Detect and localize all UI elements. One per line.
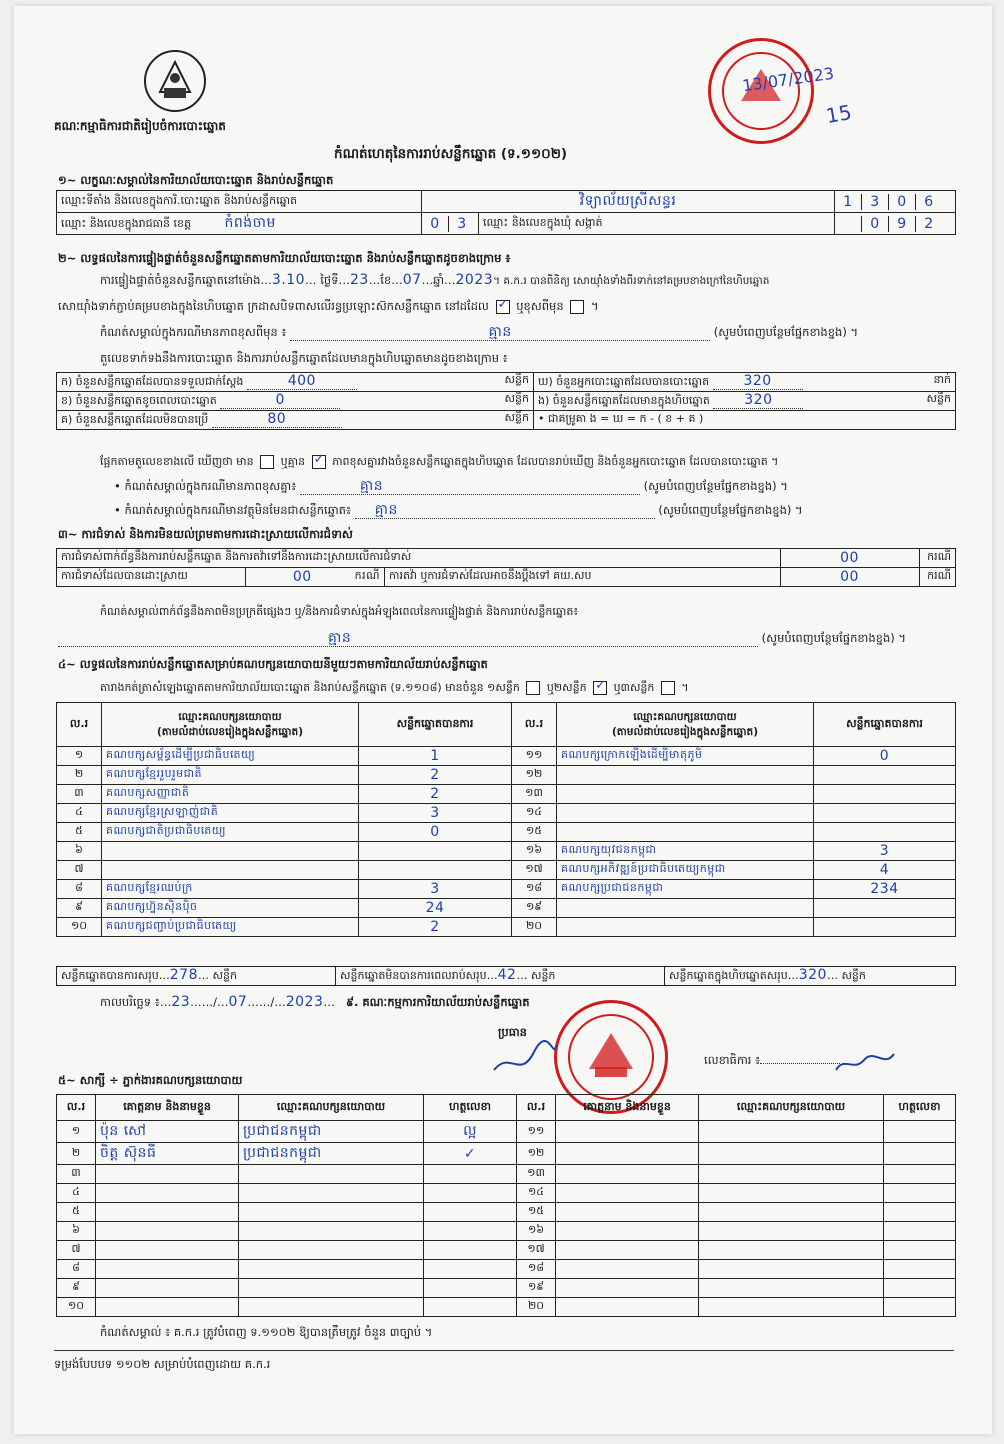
witness-signature-cell bbox=[884, 1260, 956, 1279]
witness-signature-cell bbox=[884, 1298, 956, 1317]
party-name-cell: គណបក្សអភិវឌ្ឍន៍ប្រជាធិបតេយ្យកម្ពុជា bbox=[557, 861, 814, 880]
row-number-cell: ៨ bbox=[57, 880, 102, 899]
chair-signature bbox=[490, 1040, 560, 1080]
row-number-cell: ៦ bbox=[57, 842, 102, 861]
foreign-object-note: • កំណត់សម្គាល់ក្នុងករណីមានវត្ថុមិនមែនជាសន្លឹកឆ្នោត៖ គ្មាន (សូមបំពេញបន្ថែមផ្នែកខាងខ្នង) ។ bbox=[114, 502, 803, 518]
province-value: កំពង់ចាម bbox=[224, 215, 276, 231]
party-name-cell: គណបក្សសញ្ញាជាតិ bbox=[102, 785, 359, 804]
witness-name-cell bbox=[556, 1143, 699, 1165]
vote-count-cell bbox=[814, 785, 956, 804]
witness-party-cell bbox=[699, 1203, 884, 1222]
row-number-cell: ៤ bbox=[57, 804, 102, 823]
party-name-cell bbox=[102, 842, 359, 861]
witness-row bbox=[57, 1165, 956, 1184]
irregularity-note-label: កំណត់សម្គាល់ពាក់ព័ន្ធនឹងភាពមិនប្រក្រតីផ្សេងៗ ឬ/និងការជំទាស់ក្នុងអំឡុងពេលនៃការផ្ទៀងផ្ទាត់ និងការរាប់សន្លឹកឆ្នោត៖ bbox=[100, 605, 579, 618]
vote-count-cell bbox=[814, 899, 956, 918]
witness-name-cell bbox=[556, 1121, 699, 1143]
changed-checkbox[interactable] bbox=[570, 300, 584, 314]
witness-row bbox=[57, 1143, 956, 1165]
witness-name-cell bbox=[556, 1203, 699, 1222]
tally-sheet-line: តារាងកត់ត្រាសំឡេងឆ្នោតតាមការិយាល័យបោះឆ្នោត និងរាប់សន្លឹកឆ្នោត (ទ.១១០៨) មានចំនួន ១សន្លឹក ឬ២សន្លឹក ✓ ឬ៣សន្លឹក ។ bbox=[100, 680, 689, 696]
row-number-cell: ១១ bbox=[512, 747, 557, 766]
witness-name-cell bbox=[96, 1279, 239, 1298]
witness-name-cell bbox=[556, 1260, 699, 1279]
difference-note: • កំណត់សម្គាល់ក្នុងករណីមានភាពខុសគ្នា៖ គ្មាន (សូមបំពេញបន្ថែមផ្នែកខាងខ្នង) ។ bbox=[114, 478, 788, 494]
section3-heading: ៣~ ការជំទាស់ និងការមិនយល់ព្រមតាមការដោះស្រាយលើការជំទាស់ bbox=[58, 527, 353, 541]
witness-row bbox=[57, 1279, 956, 1298]
row-number-cell: ១ bbox=[57, 1121, 96, 1143]
witness-party-cell bbox=[699, 1241, 884, 1260]
witness-name-cell bbox=[556, 1222, 699, 1241]
witness-signature-cell: ល្អ bbox=[424, 1121, 517, 1143]
objection-count: 00 bbox=[780, 549, 919, 568]
formula: • ជាគម្រូគា ង = ឃ = ក - ( ខ + គ ) bbox=[534, 411, 956, 430]
vote-count-cell bbox=[814, 804, 956, 823]
witness-party-cell bbox=[239, 1184, 424, 1203]
party-name-cell: គណបក្សហ្វ៊ុនស៊ិនប៉ិច bbox=[102, 899, 359, 918]
witness-row bbox=[57, 1298, 956, 1317]
vote-count-cell: 0 bbox=[359, 823, 512, 842]
vote-count-cell: 24 bbox=[359, 899, 512, 918]
witness-party-cell bbox=[239, 1298, 424, 1317]
party-name-cell: គណបក្សប្រជាជនកម្ពុជា bbox=[557, 880, 814, 899]
party-row bbox=[57, 880, 956, 899]
vote-count-cell bbox=[814, 918, 956, 937]
row-number-cell: ២ bbox=[57, 1143, 96, 1165]
witness-signature-cell: ✓ bbox=[424, 1143, 517, 1165]
vote-count-cell: 2 bbox=[359, 785, 512, 804]
witness-signature-cell bbox=[884, 1184, 956, 1203]
compare-line: ផ្អែកតាមតួលេខខាងលើ ឃើញថា មាន ឬគ្មាន ✓ ភាពខុសគ្នារវាងចំនួនសន្លឹកឆ្នោតក្នុងហិបឆ្នោត ដែលបានរាប់ឃើញ និងចំនួនអ្នកបោះឆ្នោត ដែលបានបោះឆ្នោត ។ bbox=[100, 454, 778, 470]
party-row bbox=[57, 747, 956, 766]
vote-count-cell: 2 bbox=[359, 918, 512, 937]
section4-heading: ៤~ លទ្ធផលនៃការរាប់សន្លឹកឆ្នោតសម្រាប់គណបក្សនយោបាយនីមួយៗតាមការិយាល័យរាប់សន្លឹកឆ្នោត bbox=[58, 657, 488, 671]
row-number-cell: ១៦ bbox=[512, 842, 557, 861]
party-row bbox=[57, 785, 956, 804]
party-name-cell bbox=[557, 804, 814, 823]
witness-party-cell bbox=[239, 1241, 424, 1260]
party-name-cell: គណបក្សជញ្ជាប់ប្រជាធិបតេយ្យ bbox=[102, 918, 359, 937]
party-name-cell bbox=[557, 766, 814, 785]
totals-table bbox=[56, 966, 956, 986]
witness-name-cell bbox=[96, 1241, 239, 1260]
witness-name-cell bbox=[96, 1298, 239, 1317]
row-number-cell: ១២ bbox=[517, 1143, 556, 1165]
numbers-intro: តួលេខទាក់ទងនឹងការបោះឆ្នោត និងការរាប់សន្លឹកឆ្នោតដែលមានក្នុងហិបឆ្នោតមានដូចខាងក្រោម ៖ bbox=[100, 351, 508, 365]
vote-count-cell: 3 bbox=[814, 842, 956, 861]
witness-name-cell bbox=[556, 1241, 699, 1260]
footer-note: កំណត់សម្គាល់ ៖ គ.ក.រ ត្រូវបំពេញ ទ.១១០២ ឱ្យបានត្រឹមត្រូវ ចំនួន ៣ច្បាប់ ។ bbox=[100, 1325, 433, 1339]
ballot-numbers-table bbox=[56, 372, 956, 430]
location-code: 1 3 0 6 bbox=[835, 191, 956, 213]
witness-party-cell bbox=[239, 1165, 424, 1184]
witness-party-cell bbox=[239, 1260, 424, 1279]
row-number-cell: ១០ bbox=[57, 1298, 96, 1317]
spoiled-row: ខ) ចំនួនសន្លឹកឆ្នោតខូចពេលបោះឆ្នោត 0 សន្លឹក bbox=[57, 392, 534, 411]
row-number-cell: ៩ bbox=[57, 899, 102, 918]
party-name-cell bbox=[557, 899, 814, 918]
row-number-cell: ៥ bbox=[57, 823, 102, 842]
witness-party-cell bbox=[699, 1260, 884, 1279]
witness-signature-cell bbox=[884, 1279, 956, 1298]
received-row: ក) ចំនួនសន្លឹកឆ្នោតដែលបានទទួលជាក់ស្តែង 400 សន្លឹក bbox=[57, 373, 534, 392]
party-name-cell bbox=[557, 785, 814, 804]
party-results-table: ល.រ ឈ្មោះគណបក្សនយោបាយ (តាមលំដាប់លេខរៀងក្នុងសន្លឹកឆ្នោត) សន្លឹកឆ្នោតបានការ ល.រ ឈ្មោះគណបក្សនយោបាយ (តាមលំដាប់លេខរៀងក្នុងសន្លឹកឆ្នោត) សន្លឹកឆ្នោតបានការ ១ គណបក្សសម្ព័ន្ធដើម្បីប្រជាធិបតេយ្យ 1 ១១ គណបក្សក្រោកឡើងដើម្បីមាតុភូមិ 0 ២ គណបក្សខ្មែររួបរួមជាតិ 2 ១២ ៣ គណបក្សសញ្ញាជាតិ 2 ១៣ ៤ គណបក្សខ្មែរស្រឡាញ់ជាតិ 3 ១៤ ៥ គណបក្សជាតិប្រជាធិបតេយ្យ 0 ១៥ ៦ ១៦ គណបក្សយុវជនកម្ពុជា 3 ៧ ១៧ គណបក្សអភិវឌ្ឍន៍ប្រជាធិបតេយ្យកម្ពុជា 4 ៨ គណបក្សខ្មែរឈប់ក្រ 3 ១៨ គណបក្សប្រជាជនកម្ពុជា 234 ៩ គណបក្សហ្វ៊ុនស៊ិនប៉ិច 24 ១៩ ១០ គណបក្សជញ្ជាប់ប្រជាធិបតេយ្យ 2 ២០ bbox=[56, 702, 956, 937]
province-code: 0 3 bbox=[422, 213, 479, 235]
witness-name-cell bbox=[96, 1203, 239, 1222]
witness-signature-cell bbox=[884, 1121, 956, 1143]
form-sheet bbox=[14, 6, 992, 1434]
party-name-cell: គណបក្សខ្មែរឈប់ក្រ bbox=[102, 880, 359, 899]
row-number-cell: ៩ bbox=[57, 1279, 96, 1298]
witness-signature-cell bbox=[424, 1222, 517, 1241]
party-name-cell bbox=[557, 918, 814, 937]
party-row bbox=[57, 766, 956, 785]
objections-table: ការជំទាស់ពាក់ព័ន្ធនឹងការរាប់សន្លឹកឆ្នោត និងការតវ៉ាទៅនឹងការដោះស្រាយលើការជំទាស់ 00 ករណី ការជំទាស់ដែលបានដោះស្រាយ 00 ករណី ការតវ៉ា ឬការជំទាស់ដែលអាចនឹងប្តឹងទៅ គឃ.សប 00 ករណី bbox=[56, 548, 956, 587]
vote-count-cell: 3 bbox=[359, 804, 512, 823]
section2-heading: ២~ លទ្ធផលនៃការផ្ទៀងផ្ទាត់ចំនួនសន្លឹកឆ្នោតតាមការិយាល័យបោះឆ្នោត និងរាប់សន្លឹកឆ្នោតដូចខាងក្រោម ៖ bbox=[58, 251, 511, 265]
seal-note-line: កំណត់សម្គាល់ក្នុងករណីមានភាពខុសពីមុន ៖ គ្មាន (សូមបំពេញបន្ថែមផ្នែកខាងខ្នង) ។ bbox=[100, 324, 859, 340]
witness-name-cell bbox=[556, 1184, 699, 1203]
witness-name-cell bbox=[96, 1222, 239, 1241]
witness-party-cell: ប្រជាជនកម្ពុជា bbox=[239, 1143, 424, 1165]
appeal-label: ការតវ៉ា ឬការជំទាស់ដែលអាចនឹងប្តឹងទៅ គឃ.សប bbox=[385, 568, 781, 587]
party-name-cell: គណបក្សខ្មែររួបរួមជាតិ bbox=[102, 766, 359, 785]
witness-name-cell: ចិត្ត ស៊ុនធី bbox=[96, 1143, 239, 1165]
row-number-cell: ១៥ bbox=[512, 823, 557, 842]
section1-heading: ១~ លក្ខណៈសម្គាល់នៃការិយាល័យបោះឆ្នោត និងរាប់សន្លឹកឆ្នោត bbox=[58, 173, 334, 187]
witness-signature-cell bbox=[424, 1279, 517, 1298]
form-title: កំណត់ហេតុនៃការរាប់សន្លឹកឆ្នោត (ទ.១១០២) bbox=[334, 146, 568, 162]
section5-heading: ៥~ សាក្សី ÷ ភ្នាក់ងារគណបក្សនយោបាយ bbox=[58, 1073, 243, 1087]
resolved-label: ការជំទាស់ដែលបានដោះស្រាយ bbox=[57, 568, 246, 587]
witness-signature-cell bbox=[424, 1298, 517, 1317]
total-in-box: សន្លឹកឆ្នោតក្នុងហិបឆ្នោតសរុប…320… សន្លឹក bbox=[665, 967, 956, 986]
witness-party-cell bbox=[239, 1222, 424, 1241]
vote-count-cell: 234 bbox=[814, 880, 956, 899]
row-number-cell: ៣ bbox=[57, 1165, 96, 1184]
row-number-cell: ១៨ bbox=[512, 880, 557, 899]
witness-table: ល.រ គោត្តនាម និងនាមខ្លួន ឈ្មោះគណបក្សនយោបាយ ហត្ថលេខា ល.រ គោត្តនាម និងនាមខ្លួន ឈ្មោះគណបក្សនយោបាយ ហត្ថលេខា ១ ប៉ុន សៅ ប្រជាជនកម្ពុជា ល្អ ១១ ២ ចិត្ត ស៊ុនធី ប្រជាជនកម្ពុជា ✓ ១២ ៣ ១៣ ៤ ១៤ ៥ ១៥ ៦ ១៦ ៧ ១៧ ៨ ១៨ ៩ ១៩ ១០ ២០ bbox=[56, 1094, 956, 1317]
witness-signature-cell bbox=[884, 1203, 956, 1222]
in-box-row: ង) ចំនួនសន្លឹកឆ្នោតដែលមានក្នុងហិបឆ្នោត 320 សន្លឹក bbox=[534, 392, 956, 411]
nec-logo bbox=[142, 48, 208, 114]
row-number-cell: ៨ bbox=[57, 1260, 96, 1279]
vote-count-cell: 2 bbox=[359, 766, 512, 785]
has-difference-checkbox[interactable] bbox=[260, 455, 274, 469]
total-valid: សន្លឹកឆ្នោតបានការសរុប…278… សន្លឹក bbox=[57, 967, 336, 986]
resolved-count: 00 ករណី bbox=[246, 568, 385, 587]
witness-party-cell bbox=[699, 1143, 884, 1165]
witness-signature-cell bbox=[424, 1165, 517, 1184]
witness-name-cell bbox=[556, 1279, 699, 1298]
appeal-count: 00 bbox=[780, 568, 919, 587]
witness-party-cell bbox=[699, 1298, 884, 1317]
witness-name-cell bbox=[96, 1165, 239, 1184]
witness-signature-cell bbox=[884, 1241, 956, 1260]
one-sheet-checkbox[interactable] bbox=[526, 681, 540, 695]
party-name-cell: គណបក្សជាតិប្រជាធិបតេយ្យ bbox=[102, 823, 359, 842]
vote-count-cell bbox=[359, 842, 512, 861]
stamp-handwritten-number: 15 bbox=[824, 99, 854, 129]
unused-row: គ) ចំនួនសន្លឹកឆ្នោតដែលមិនបានប្រើ 80 សន្លឹក bbox=[57, 411, 534, 430]
witness-party-cell bbox=[699, 1222, 884, 1241]
witness-signature-cell bbox=[884, 1165, 956, 1184]
row-number-cell: ១៩ bbox=[517, 1279, 556, 1298]
row-number-cell: ១ bbox=[57, 747, 102, 766]
row-number-cell: ១១ bbox=[517, 1121, 556, 1143]
party-row bbox=[57, 823, 956, 842]
row-number-cell: ១០ bbox=[57, 918, 102, 937]
row-number-cell: ១៣ bbox=[512, 785, 557, 804]
party-row bbox=[57, 861, 956, 880]
witness-signature-cell bbox=[424, 1184, 517, 1203]
party-name-cell: គណបក្សក្រោកឡើងដើម្បីមាតុភូមិ bbox=[557, 747, 814, 766]
party-row bbox=[57, 918, 956, 937]
three-sheets-checkbox[interactable] bbox=[661, 681, 675, 695]
same-checkbox[interactable] bbox=[496, 300, 510, 314]
row-number-cell: ១៤ bbox=[512, 804, 557, 823]
party-name-cell bbox=[557, 823, 814, 842]
witness-signature-cell bbox=[424, 1203, 517, 1222]
vote-count-cell bbox=[814, 823, 956, 842]
no-difference-checkbox[interactable] bbox=[312, 455, 326, 469]
row-number-cell: ៦ bbox=[57, 1222, 96, 1241]
witness-party-cell bbox=[699, 1184, 884, 1203]
party-name-cell: គណបក្សយុវជនកម្ពុជា bbox=[557, 842, 814, 861]
stamp-handwritten-date: 13/07/2023 bbox=[741, 63, 836, 96]
vote-count-cell: 1 bbox=[359, 747, 512, 766]
vote-count-cell bbox=[359, 861, 512, 880]
row-number-cell: ១៤ bbox=[517, 1184, 556, 1203]
witness-name-cell bbox=[556, 1165, 699, 1184]
witness-row bbox=[57, 1241, 956, 1260]
party-row bbox=[57, 804, 956, 823]
secretary-signature bbox=[830, 1042, 900, 1082]
irregularity-note: គ្មាន (សូមបំពេញបន្ថែមផ្នែកខាងខ្នង) ។ bbox=[58, 630, 906, 647]
row-number-cell: ៣ bbox=[57, 785, 102, 804]
province-label: ឈ្មោះ និងលេខក្នុងរាជធានី ខេត្ត កំពង់ចាម bbox=[57, 213, 422, 235]
section1-table bbox=[56, 190, 956, 235]
witness-signature-cell bbox=[884, 1222, 956, 1241]
row-number-cell: ២០ bbox=[517, 1298, 556, 1317]
witness-signature-cell bbox=[424, 1260, 517, 1279]
two-sheets-checkbox[interactable] bbox=[593, 681, 607, 695]
party-row bbox=[57, 842, 956, 861]
row-number-cell: ៤ bbox=[57, 1184, 96, 1203]
witness-signature-cell bbox=[424, 1241, 517, 1260]
vote-count-cell bbox=[814, 766, 956, 785]
verification-line-2: សោយ៉ាំងទាក់ភ្ជាប់គម្របខាងក្នុងនៃហិបឆ្នោត ក្រដាសបិទពាសលើរន្ធប្រឡោះស៊កសន្លឹកឆ្នោត នៅដដែល ✓ ឬខុសពីមុន ។ bbox=[58, 298, 599, 314]
party-row bbox=[57, 899, 956, 918]
row-number-cell: ៧ bbox=[57, 1241, 96, 1260]
witness-party-cell bbox=[239, 1203, 424, 1222]
party-name-cell: គណបក្សសម្ព័ន្ធដើម្បីប្រជាធិបតេយ្យ bbox=[102, 747, 359, 766]
vote-count-cell: 0 bbox=[814, 747, 956, 766]
row-number-cell: ១៣ bbox=[517, 1165, 556, 1184]
party-name-cell bbox=[102, 861, 359, 880]
row-number-cell: ៥ bbox=[57, 1203, 96, 1222]
secretary-label: លេខាធិការ ៖ bbox=[704, 1052, 840, 1068]
party-name-cell: គណបក្សខ្មែរស្រឡាញ់ជាតិ bbox=[102, 804, 359, 823]
witness-party-cell bbox=[699, 1279, 884, 1298]
row-number-cell: ១៧ bbox=[517, 1241, 556, 1260]
row-number-cell: ២០ bbox=[512, 918, 557, 937]
witness-party-cell bbox=[699, 1165, 884, 1184]
vote-count-cell: 3 bbox=[359, 880, 512, 899]
witness-row bbox=[57, 1203, 956, 1222]
witness-name-cell: ប៉ុន សៅ bbox=[96, 1121, 239, 1143]
commune-label: ឈ្មោះ និងលេខក្នុងឃុំ សង្កាត់ bbox=[479, 213, 835, 235]
committee-name: គណៈកម្មាធិការជាតិរៀបចំការបោះឆ្នោត bbox=[54, 119, 226, 133]
vote-count-cell: 4 bbox=[814, 861, 956, 880]
row-number-cell: ១៨ bbox=[517, 1260, 556, 1279]
witness-party-cell bbox=[239, 1279, 424, 1298]
row-number-cell: ៧ bbox=[57, 861, 102, 880]
row-number-cell: ១៥ bbox=[517, 1203, 556, 1222]
location-label: ឈ្មោះទីតាំង និងលេខក្នុងការិ.បោះឆ្នោត និងរាប់សន្លឹកឆ្នោត bbox=[57, 191, 422, 213]
witness-row bbox=[57, 1184, 956, 1203]
witness-party-cell: ប្រជាជនកម្ពុជា bbox=[239, 1121, 424, 1143]
witness-row bbox=[57, 1121, 956, 1143]
date-line: កាលបរិច្ឆេទ ៖…23……/…07……/…2023… ៩. គណៈកម្មការការិយាល័យរាប់សន្លឹកឆ្នោត bbox=[100, 994, 530, 1010]
voters-row: ឃ) ចំនួនអ្នកបោះឆ្នោតដែលបានបោះឆ្នោត 320 នាក់ bbox=[534, 373, 956, 392]
footer-divider bbox=[54, 1350, 954, 1351]
witness-name-cell bbox=[96, 1184, 239, 1203]
witness-row bbox=[57, 1260, 956, 1279]
row-number-cell: ១៧ bbox=[512, 861, 557, 880]
row-number-cell: ១៦ bbox=[517, 1222, 556, 1241]
witness-name-cell bbox=[556, 1298, 699, 1317]
form-id: ទម្រង់បែបបទ ១១០២ សម្រាប់បំពេញដោយ គ.ក.រ bbox=[54, 1357, 271, 1371]
location-value: វិទ្យាល័យស្រីសន្ធរ bbox=[422, 191, 835, 213]
witness-party-cell bbox=[699, 1121, 884, 1143]
row-number-cell: ១៩ bbox=[512, 899, 557, 918]
verification-line-1: ការផ្ទៀងផ្ទាត់ចំនួនសន្លឹកឆ្នោតនៅម៉ោង…3.10… ថ្ងៃទី…23…ខែ…07…ឆ្នាំ…2023។ គ.ក.រ បានពិនិត្យ សោយ៉ាំងទាំងពីរទាក់នៅគម្របខាងក្រៅនៃហិបឆ្នោត bbox=[100, 272, 770, 288]
witness-signature-cell bbox=[884, 1143, 956, 1165]
row-number-cell: ២ bbox=[57, 766, 102, 785]
chair-label: ប្រធាន bbox=[498, 1025, 527, 1039]
total-invalid: សន្លឹកឆ្នោតមិនបានការពេលរាប់សរុប…42… សន្លឹក bbox=[336, 967, 665, 986]
objection-label: ការជំទាស់ពាក់ព័ន្ធនឹងការរាប់សន្លឹកឆ្នោត និងការតវ៉ាទៅនឹងការដោះស្រាយលើការជំទាស់ bbox=[57, 549, 781, 568]
witness-name-cell bbox=[96, 1260, 239, 1279]
commune-code: 0 9 2 bbox=[835, 213, 956, 235]
row-number-cell: ១២ bbox=[512, 766, 557, 785]
witness-row bbox=[57, 1222, 956, 1241]
